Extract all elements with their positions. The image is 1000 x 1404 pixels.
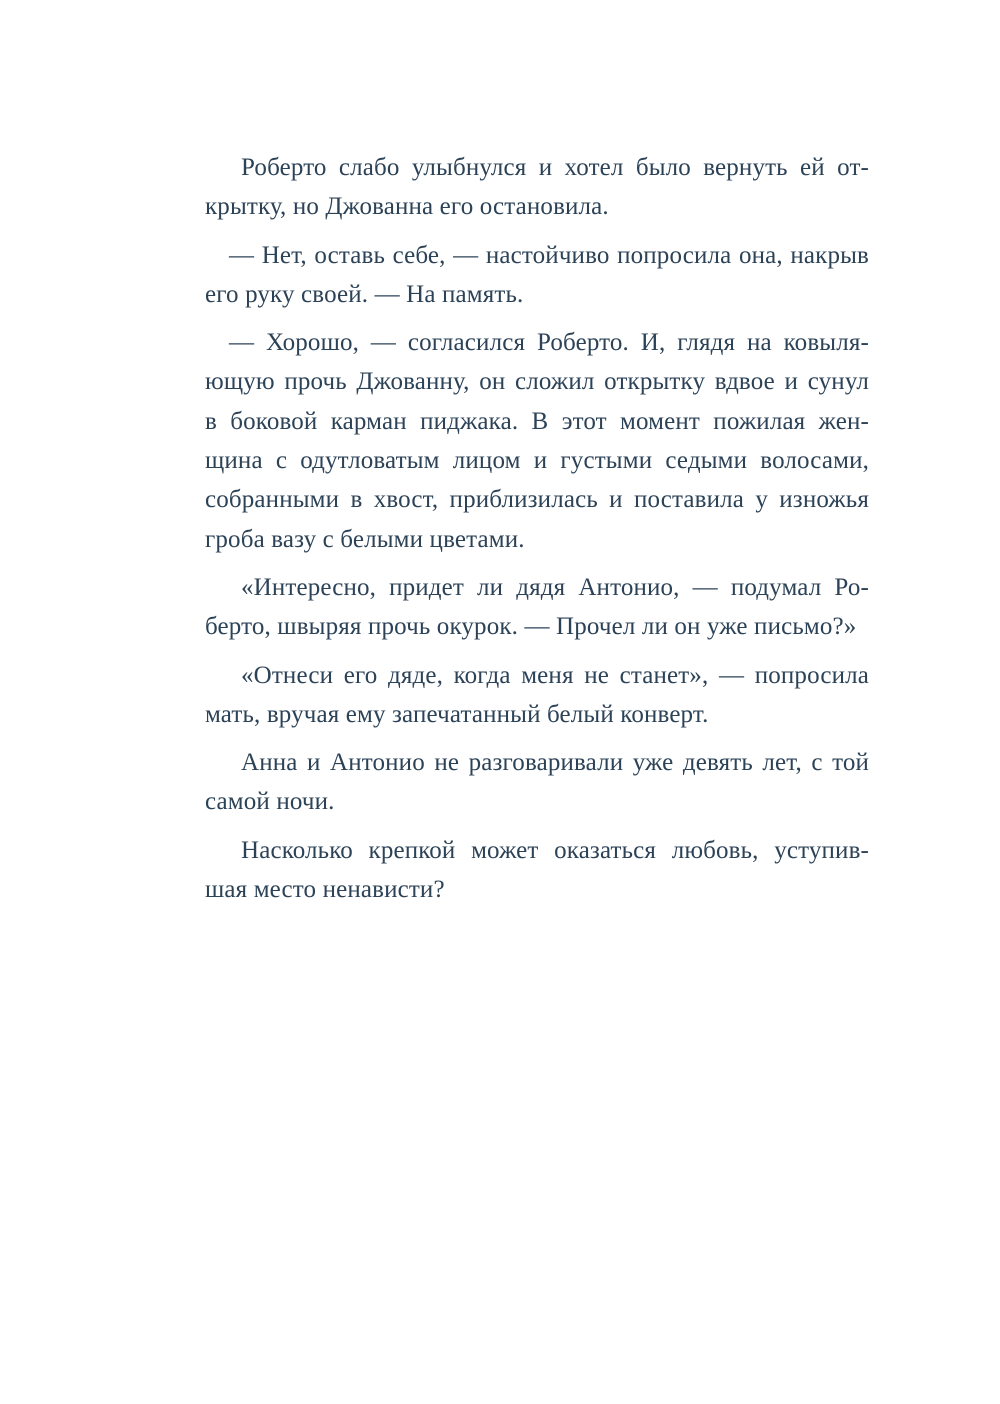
paragraph-line: в боковой карман пиджака. В этот момент пожилая жен- xyxy=(205,407,869,435)
paragraph-line: — Хорошо, — согласился Роберто. И, глядя на ковыля- xyxy=(229,329,869,357)
paragraph-line: собранными в хвост, приблизилась и поставила у изножья xyxy=(205,486,869,514)
paragraph-line: Роберто слабо улыбнулся и хотел было вернуть ей от- xyxy=(241,154,869,181)
paragraph-line: самой ночи. xyxy=(205,788,335,816)
paragraph-2 xyxy=(205,236,869,315)
paragraph-line: шая место ненависти? xyxy=(205,876,445,904)
body-text xyxy=(205,148,869,909)
paragraph-line: его руку своей. — На память. xyxy=(205,280,524,308)
paragraph-1 xyxy=(205,148,869,227)
paragraph-line: Анна и Антонио не разговаривали уже девять лет, с той xyxy=(241,749,869,777)
paragraph-7 xyxy=(205,831,869,910)
paragraph-5 xyxy=(205,656,869,735)
paragraph-line: мать, вручая ему запечатанный белый конверт. xyxy=(205,700,709,728)
paragraph-line: крытку, но Джованна его остановила. xyxy=(205,193,609,221)
paragraph-line: Насколько крепкой может оказаться любовь, уступив- xyxy=(241,836,869,864)
paragraph-3 xyxy=(205,323,869,559)
paragraph-4 xyxy=(205,568,869,647)
paragraph-line: ющую прочь Джованну, он сложил открытку вдвое и сунул xyxy=(205,368,869,396)
paragraph-line: «Отнеси его дяде, когда меня не станет», — попросила xyxy=(241,661,869,689)
paragraph-line: берто, швыряя прочь окурок. — Прочел ли он уже письмо?» xyxy=(205,613,857,641)
paragraph-line: «Интересно, придет ли дядя Антонио, — подумал Ро- xyxy=(241,573,869,601)
paragraph-6 xyxy=(205,743,869,822)
paragraph-line: гроба вазу с белыми цветами. xyxy=(205,525,525,553)
paragraph-line: щина с одутловатым лицом и густыми седыми волосами, xyxy=(205,447,869,475)
paragraph-line: — Нет, оставь себе, — настойчиво попросила она, накрыв xyxy=(229,241,869,269)
